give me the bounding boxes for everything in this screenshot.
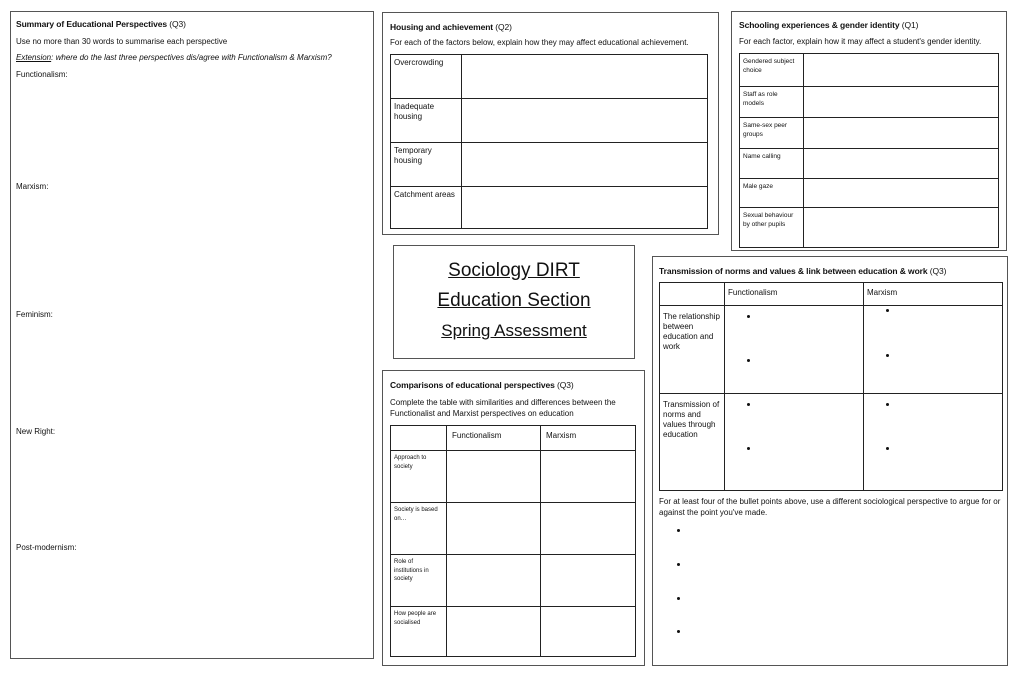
- comparisons-answer-cell[interactable]: [541, 451, 636, 503]
- transmission-instruction: For at least four of the bullet points above, use a different sociological perspective to argue for or against the point you've made.: [659, 497, 1001, 517]
- summary-instruction: Use no more than 30 words to summarise each perspective: [16, 37, 228, 46]
- transmission-table: [659, 282, 1003, 491]
- comparisons-table: [390, 425, 636, 657]
- perspective-marxism: Marxism:: [16, 182, 49, 191]
- perspective-feminism: Feminism:: [16, 310, 53, 319]
- summary-heading: [16, 19, 186, 30]
- table-row: [391, 99, 708, 143]
- bullet-point: [747, 315, 750, 318]
- schooling-answer-cell[interactable]: [804, 87, 999, 118]
- bullet-point: [677, 563, 680, 566]
- transmission-corner-cell: [660, 283, 725, 306]
- comparisons-answer-cell[interactable]: [541, 607, 636, 657]
- transmission-panel: [652, 256, 1008, 666]
- schooling-row-label: Same-sex peer groups: [740, 118, 804, 149]
- housing-answer-cell[interactable]: [462, 187, 708, 229]
- schooling-heading: [739, 20, 918, 31]
- main-title-box: [393, 245, 635, 359]
- housing-row-label: Inadequate housing: [391, 99, 462, 143]
- comparisons-instruction: Complete the table with similarities and differences between the Functionalist and Marxist perspectives on education: [390, 398, 616, 418]
- comparisons-row-label: Role of institutions in society: [391, 555, 447, 607]
- table-row: [740, 208, 999, 248]
- comparisons-row-label: How people are socialised: [391, 607, 447, 657]
- schooling-title: Schooling experiences & gender identity: [739, 20, 900, 30]
- table-row: [740, 87, 999, 118]
- housing-heading: [390, 22, 512, 33]
- schooling-row-label: Staff as role models: [740, 87, 804, 118]
- bullet-point: [747, 447, 750, 450]
- bullet-point: [747, 403, 750, 406]
- comparisons-panel: [382, 370, 645, 666]
- table-row: [660, 306, 1003, 394]
- schooling-panel: [731, 11, 1007, 251]
- comparisons-question: (Q3): [557, 380, 574, 390]
- comparisons-answer-cell[interactable]: [541, 555, 636, 607]
- comparisons-answer-cell[interactable]: [447, 607, 541, 657]
- perspective-post-modernism: Post-modernism:: [16, 543, 77, 552]
- housing-title: Housing and achievement: [390, 22, 494, 32]
- housing-row-label: Temporary housing: [391, 143, 462, 187]
- table-row: [740, 118, 999, 149]
- table-header-row: [660, 283, 1003, 306]
- schooling-answer-cell[interactable]: [804, 54, 999, 87]
- schooling-answer-cell[interactable]: [804, 208, 999, 248]
- bullet-point: [677, 630, 680, 633]
- table-row: [391, 143, 708, 187]
- table-row: [740, 54, 999, 87]
- table-header-row: [391, 426, 636, 451]
- comparisons-heading: [390, 380, 574, 391]
- schooling-answer-cell[interactable]: [804, 118, 999, 149]
- main-title-line3: Spring Assessment: [441, 321, 587, 340]
- housing-answer-cell[interactable]: [462, 99, 708, 143]
- table-row: [391, 555, 636, 607]
- transmission-row-label: The relationship between education and work: [660, 306, 725, 394]
- perspective-functionalism: Functionalism:: [16, 70, 68, 79]
- table-row: [391, 451, 636, 503]
- housing-question: (Q2): [495, 22, 512, 32]
- table-row: [391, 503, 636, 555]
- summary-extension: [16, 53, 332, 64]
- comparisons-row-label: Approach to society: [391, 451, 447, 503]
- main-title-line1: Sociology DIRT: [448, 260, 580, 281]
- schooling-question: (Q1): [901, 20, 919, 30]
- extension-label: Extension: [16, 53, 52, 62]
- table-row: [391, 187, 708, 229]
- comparisons-answer-cell[interactable]: [541, 503, 636, 555]
- main-title-line2: Education Section: [437, 290, 591, 311]
- summary-title: Summary of Educational Perspectives: [16, 19, 167, 29]
- perspective-new-right: New Right:: [16, 427, 56, 436]
- comparisons-title: Comparisons of educational perspectives: [390, 380, 555, 390]
- bullet-point: [747, 359, 750, 362]
- transmission-header-marxism: Marxism: [864, 283, 1003, 306]
- bullet-point: [677, 597, 680, 600]
- table-row: [740, 179, 999, 208]
- bullet-point: [677, 529, 680, 532]
- schooling-instruction: For each factor, explain how it may affect a student's gender identity.: [739, 37, 982, 46]
- transmission-title: Transmission of norms and values & link between education & work: [659, 266, 928, 276]
- housing-table: [390, 54, 708, 229]
- bullet-point: [886, 447, 889, 450]
- comparisons-answer-cell[interactable]: [447, 503, 541, 555]
- transmission-answer-cell[interactable]: [725, 306, 864, 394]
- bullet-point: [886, 354, 889, 357]
- transmission-heading: [659, 266, 946, 277]
- table-row: [391, 55, 708, 99]
- transmission-answer-cell[interactable]: [725, 394, 864, 491]
- table-row: [660, 394, 1003, 491]
- transmission-row-label: Transmission of norms and values through education: [660, 394, 725, 491]
- transmission-header-functionalism: Functionalism: [725, 283, 864, 306]
- comparisons-header-marxism: Marxism: [541, 426, 636, 451]
- schooling-answer-cell[interactable]: [804, 179, 999, 208]
- summary-panel: [10, 11, 374, 659]
- extension-text: : where do the last three perspectives dis/agree with Functionalism & Marxism?: [51, 53, 332, 62]
- schooling-table: [739, 53, 999, 248]
- comparisons-answer-cell[interactable]: [447, 451, 541, 503]
- schooling-row-label: Gendered subject choice: [740, 54, 804, 87]
- comparisons-answer-cell[interactable]: [447, 555, 541, 607]
- housing-row-label: Catchment areas: [391, 187, 462, 229]
- bullet-point: [886, 309, 889, 312]
- comparisons-header-functionalism: Functionalism: [447, 426, 541, 451]
- transmission-question: (Q3): [929, 266, 947, 276]
- schooling-answer-cell[interactable]: [804, 149, 999, 179]
- housing-answer-cell[interactable]: [462, 143, 708, 187]
- schooling-row-label: Sexual behaviour by other pupils: [740, 208, 804, 248]
- comparisons-corner-cell: [391, 426, 447, 451]
- transmission-answer-cell[interactable]: [864, 394, 1003, 491]
- schooling-row-label: Male gaze: [740, 179, 804, 208]
- housing-row-label: Overcrowding: [391, 55, 462, 99]
- table-row: [740, 149, 999, 179]
- housing-panel: [382, 12, 719, 235]
- summary-question: (Q3): [169, 19, 186, 29]
- transmission-answer-cell[interactable]: [864, 306, 1003, 394]
- schooling-row-label: Name calling: [740, 149, 804, 179]
- bullet-point: [886, 403, 889, 406]
- housing-answer-cell[interactable]: [462, 55, 708, 99]
- housing-instruction: For each of the factors below, explain how they may affect educational achievement.: [390, 38, 689, 47]
- comparisons-row-label: Society is based on…: [391, 503, 447, 555]
- table-row: [391, 607, 636, 657]
